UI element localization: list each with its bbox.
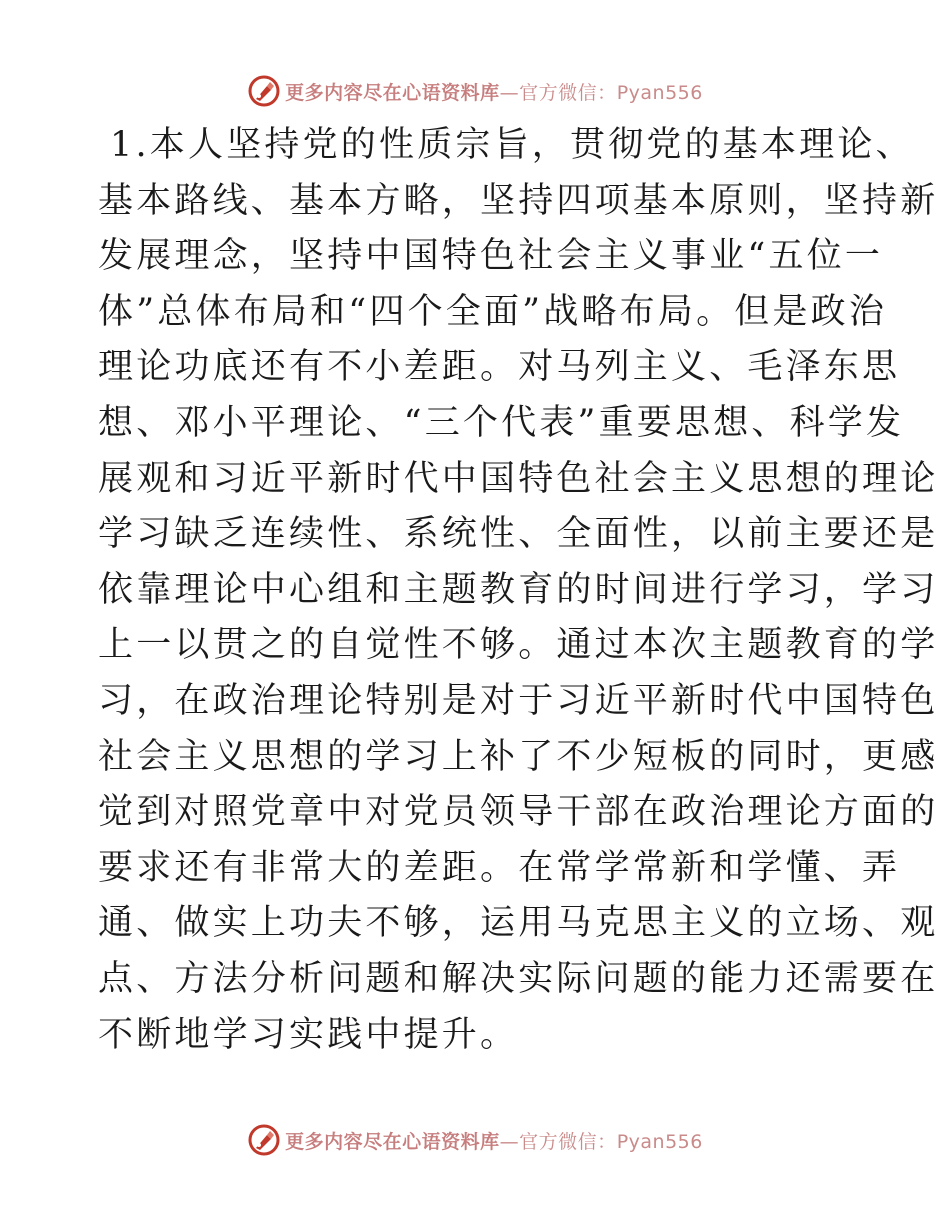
watermark-account-label: 官方微信： bbox=[519, 81, 617, 104]
pen-logo-icon bbox=[247, 74, 281, 108]
text-line: 基本路线、基本方略，坚持四项基本原则，坚持新 bbox=[98, 180, 939, 221]
text-line: 上一以贯之的自觉性不够。通过本次主题教育的学 bbox=[98, 625, 939, 666]
watermark-main: 更多内容尽在心语资料库 bbox=[285, 1130, 500, 1153]
watermark-account-id: Pyan556 bbox=[616, 81, 703, 104]
watermark-dash: — bbox=[499, 1130, 520, 1153]
footer-watermark bbox=[0, 1120, 950, 1160]
text-line: 要求还有非常大的差距。在常学常新和学懂、弄 bbox=[98, 847, 901, 888]
watermark-dash: — bbox=[499, 81, 520, 104]
paragraph bbox=[98, 118, 939, 1063]
header-watermark bbox=[0, 71, 950, 111]
text-line: 觉到对照党章中对党员领导干部在政治理论方面的 bbox=[98, 792, 939, 833]
watermark-text bbox=[285, 1127, 703, 1154]
watermark-text bbox=[285, 78, 703, 105]
text-line: 不断地学习实践中提升。 bbox=[98, 1014, 519, 1055]
pen-logo-icon bbox=[247, 1123, 281, 1157]
text-line: 理论功底还有不小差距。对马列主义、毛泽东思 bbox=[98, 347, 901, 388]
document-body bbox=[98, 118, 939, 1063]
text-line: 依靠理论中心组和主题教育的时间进行学习，学习 bbox=[98, 569, 939, 610]
text-line: 学习缺乏连续性、系统性、全面性，以前主要还是 bbox=[98, 514, 939, 555]
text-line: 1.本人坚持党的性质宗旨，贯彻党的基本理论、 bbox=[110, 125, 914, 165]
text-line: 发展理念，坚持中国特色社会主义事业“五位一 bbox=[98, 236, 884, 277]
watermark-account-label: 官方微信： bbox=[519, 1130, 617, 1153]
text-line: 体”总体布局和“四个全面”战略布局。但是政治 bbox=[98, 291, 888, 332]
text-line: 社会主义思想的学习上补了不少短板的同时，更感 bbox=[98, 736, 939, 777]
watermark-account-id: Pyan556 bbox=[616, 1130, 703, 1153]
text-line: 通、做实上功夫不够，运用马克思主义的立场、观 bbox=[98, 903, 939, 944]
text-line: 想、邓小平理论、“三个代表”重要思想、科学发 bbox=[98, 402, 905, 443]
watermark-main: 更多内容尽在心语资料库 bbox=[285, 81, 500, 104]
text-line: 点、方法分析问题和解决实际问题的能力还需要在 bbox=[98, 958, 939, 999]
text-line: 展观和习近平新时代中国特色社会主义思想的理论 bbox=[98, 458, 939, 499]
text-line: 习，在政治理论特别是对于习近平新时代中国特色 bbox=[98, 680, 939, 721]
